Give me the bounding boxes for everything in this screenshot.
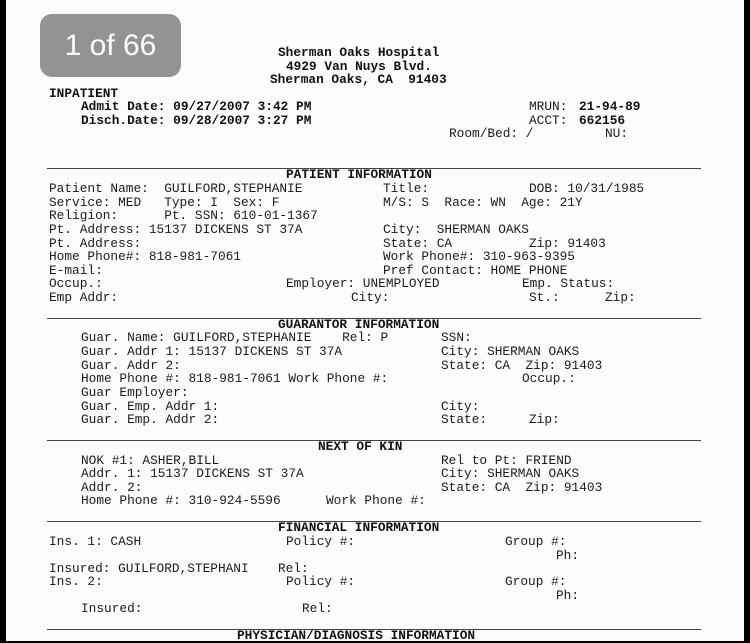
guarantor-employer: Guar Employer: bbox=[81, 385, 189, 400]
patient-emp-state: St.: bbox=[529, 290, 560, 305]
guarantor-state-zip: State: CA Zip: 91403 bbox=[441, 358, 603, 373]
guarantor-occupation: Occup.: bbox=[522, 371, 576, 386]
ins-1-policy: Policy #: bbox=[286, 534, 356, 549]
ins-2-insured: Insured: bbox=[81, 601, 143, 616]
guarantor-phones: Home Phone #: 818-981-7061 Work Phone #: bbox=[81, 371, 389, 386]
discharge-date: Disch.Date: 09/28/2007 3:27 PM bbox=[81, 113, 312, 128]
hospital-city: Sherman Oaks, CA 91403 bbox=[270, 72, 447, 87]
patient-marital-race-age: M/S: S Race: WN Age: 21Y bbox=[383, 195, 583, 210]
ins-1-phone: Ph: bbox=[556, 548, 580, 563]
guarantor-emp-state: State: bbox=[441, 412, 488, 427]
section-header-financial: FINANCIAL INFORMATION bbox=[278, 520, 440, 535]
patient-title: Title: bbox=[383, 181, 430, 196]
patient-name: Patient Name: GUILFORD,STEPHANIE bbox=[49, 181, 303, 196]
patient-emp-status: Emp. Status: bbox=[522, 276, 615, 291]
ins-2-policy: Policy #: bbox=[286, 574, 356, 589]
section-header-physician: PHYSICIAN/DIAGNOSIS INFORMATION bbox=[237, 628, 476, 643]
patient-email: E-mail: bbox=[49, 263, 103, 278]
patient-address-1: Pt. Address: 15137 DICKENS ST 37A bbox=[49, 222, 303, 237]
hospital-name: Sherman Oaks Hospital bbox=[278, 45, 440, 60]
nok-addr-2: Addr. 2: bbox=[81, 480, 143, 495]
patient-state: State: CA bbox=[383, 236, 453, 251]
guarantor-emp-zip: Zip: bbox=[529, 412, 560, 427]
acct-value: 662156 bbox=[579, 113, 626, 128]
ins-2-phone: Ph: bbox=[556, 588, 580, 603]
guarantor-addr-1: Guar. Addr 1: 15137 DICKENS ST 37A bbox=[81, 344, 343, 359]
patient-occupation: Occup.: bbox=[49, 276, 103, 291]
patient-emp-city: City: bbox=[351, 290, 390, 305]
page-indicator: 1 of 66 bbox=[40, 14, 181, 77]
ins-1-insured: Insured: GUILFORD,STEPHANI bbox=[49, 561, 249, 576]
guarantor-emp-city: City: bbox=[441, 399, 480, 414]
nok-work-phone: Work Phone #: bbox=[326, 493, 426, 508]
section-header-guarantor: GUARANTOR INFORMATION bbox=[278, 317, 440, 332]
patient-religion-ssn: Religion: Pt. SSN: 610-01-1367 bbox=[49, 208, 318, 223]
nok-home-phone: Home Phone #: 310-924-5596 bbox=[81, 493, 281, 508]
ins-1-rel: Rel: bbox=[278, 561, 309, 576]
patient-employer: Employer: UNEMPLOYED bbox=[286, 276, 440, 291]
section-header-patient: PATIENT INFORMATION bbox=[286, 167, 432, 182]
patient-pref-contact: Pref Contact: HOME PHONE bbox=[383, 263, 568, 278]
nok-state-zip: State: CA Zip: 91403 bbox=[441, 480, 603, 495]
patient-zip: Zip: 91403 bbox=[529, 236, 606, 251]
guarantor-name: Guar. Name: GUILFORD,STEPHANIE Rel: P bbox=[81, 330, 389, 345]
ins-1: Ins. 1: CASH bbox=[49, 534, 142, 549]
guarantor-emp-addr-1: Guar. Emp. Addr 1: bbox=[81, 399, 220, 414]
ins-2-group: Group #: bbox=[505, 574, 567, 589]
mrun-label: MRUN: bbox=[529, 99, 568, 114]
nursing-unit: NU: bbox=[605, 126, 629, 141]
acct-label: ACCT: bbox=[529, 113, 568, 128]
nok-addr-1: Addr. 1: 15137 DICKENS ST 37A bbox=[81, 466, 304, 481]
nok-relation: Rel to Pt: FRIEND bbox=[441, 453, 572, 468]
patient-home-phone: Home Phone#: 818-981-7061 bbox=[49, 249, 241, 264]
ins-2-rel: Rel: bbox=[302, 601, 333, 616]
guarantor-addr-2: Guar. Addr 2: bbox=[81, 358, 181, 373]
admit-date: Admit Date: 09/27/2007 3:42 PM bbox=[81, 99, 312, 114]
guarantor-city: City: SHERMAN OAKS bbox=[441, 344, 580, 359]
patient-address-2: Pt. Address: bbox=[49, 236, 142, 251]
room-bed: Room/Bed: / bbox=[449, 126, 534, 141]
patient-service: Service: MED Type: I Sex: F bbox=[49, 195, 280, 210]
nok-city: City: SHERMAN OAKS bbox=[441, 466, 580, 481]
guarantor-emp-addr-2: Guar. Emp. Addr 2: bbox=[81, 412, 220, 427]
nok-name: NOK #1: ASHER,BILL bbox=[81, 453, 220, 468]
patient-dob: DOB: 10/31/1985 bbox=[529, 181, 645, 196]
patient-emp-zip: Zip: bbox=[605, 290, 636, 305]
guarantor-ssn: SSN: bbox=[441, 330, 472, 345]
hospital-street: 4929 Van Nuys Blvd. bbox=[286, 59, 432, 74]
section-header-nok: NEXT OF KIN bbox=[318, 439, 403, 454]
encounter-type: INPATIENT bbox=[49, 86, 119, 101]
ins-1-group: Group #: bbox=[505, 534, 567, 549]
patient-city: City: SHERMAN OAKS bbox=[383, 222, 529, 237]
ins-2: Ins. 2: bbox=[49, 574, 103, 589]
mrun-value: 21-94-89 bbox=[579, 99, 641, 114]
patient-emp-addr: Emp Addr: bbox=[49, 290, 119, 305]
patient-work-phone: Work Phone#: 310-963-9395 bbox=[383, 249, 575, 264]
